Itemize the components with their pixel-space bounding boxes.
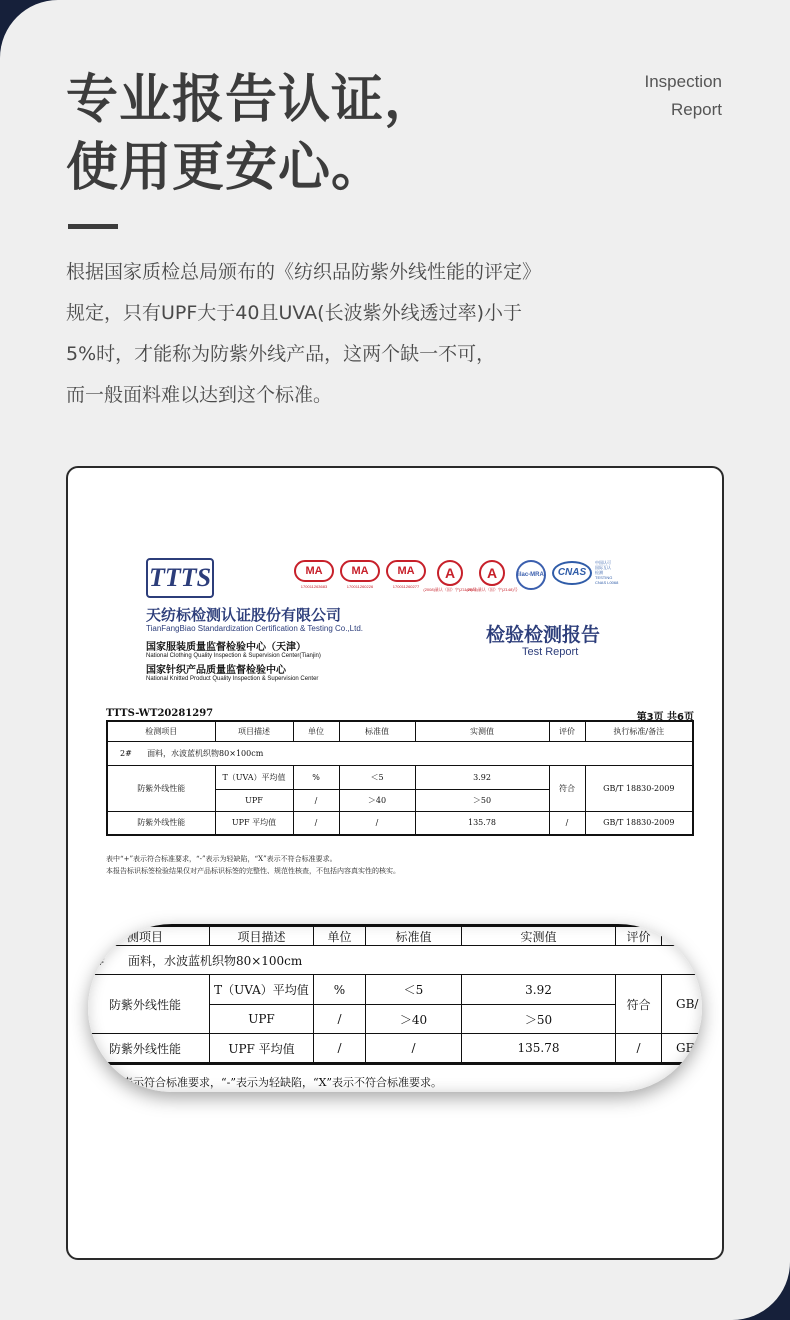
table-cell: 防紫外线性能: [88, 975, 210, 1034]
cnas-mark-icon: [552, 560, 618, 585]
table-cell: 防紫外线性能: [88, 1034, 210, 1064]
cma-no-3: 170011260277: [392, 584, 420, 589]
table-cell: %: [314, 975, 366, 1005]
table-cell: UPF: [210, 1005, 314, 1034]
table-cell: %: [293, 765, 339, 789]
intro-line-3: 5%时，才能称为防紫外线产品，这两个缺一不可，: [66, 343, 496, 365]
cnas-text: [595, 560, 618, 585]
table-header: 检测项目: [107, 721, 215, 741]
table-cell: T（UVA）平均值: [210, 975, 314, 1005]
table-cell: ＜5: [366, 975, 462, 1005]
english-tag-line-1: Inspection: [644, 72, 722, 91]
sample-row: [107, 741, 693, 765]
footnote-2: 本报告标识标签检验结果仅对产品标识标签的完整性、规范性核查，不包括内容真实性的核实。: [106, 867, 400, 875]
intro-line-1: 根据国家质检总局颁布的《纺织品防紫外线性能的评定》: [66, 261, 542, 283]
table-cell: /: [314, 1034, 366, 1064]
table-header: 测项目: [88, 926, 210, 946]
sample-description: 面料，水波蓝机织物80×100cm: [127, 953, 303, 968]
cal-mark-icon: [466, 560, 518, 593]
table-cell: GB/T 18830-2009: [585, 765, 693, 811]
table-header: 标准值: [339, 721, 415, 741]
footnote-1: 表中“+”表示符合标准要求，“-”表示为轻缺陷，“X”表示不符合标准要求。: [106, 855, 337, 863]
cal-no-2: (2008)量认（国）字(Z148)号: [466, 587, 518, 592]
magnified-footnote: 表示符合标准要求，“-”表示为轻缺陷，“X”表示不符合标准要求。: [122, 1076, 443, 1089]
report-number: TTTS-WT20281297: [106, 708, 214, 719]
cal-mark-1: A: [437, 560, 463, 586]
cma-no-2: 170011260226: [346, 584, 374, 589]
accent-divider: [68, 224, 118, 229]
cal-mark-icon: [423, 560, 477, 593]
sample-row: [88, 946, 702, 975]
intro-line-4: 而一般面料难以达到这个标准。: [66, 384, 333, 406]
company-name-en: TianFangBiao Standardization Certification & Testing Co.,Ltd.: [146, 624, 364, 633]
sample-description: 面料，水波蓝机织物80×100cm: [147, 748, 264, 758]
table-cell: 防紫外线性能: [107, 811, 215, 835]
cma-mark-3: MA: [386, 560, 426, 582]
headline-line-2: 使用更安心。: [66, 138, 385, 198]
english-tag-line-2: Report: [670, 100, 722, 119]
table-header-row: [88, 926, 702, 946]
table-row: [88, 1034, 702, 1064]
cma-no-1: 170011263683: [300, 584, 328, 589]
table-cell: 防紫外线性能: [107, 765, 215, 811]
intro-paragraph: [66, 252, 686, 416]
table-header: 项目描述: [215, 721, 293, 741]
table-header: 评价: [616, 926, 662, 946]
cma-mark-icon: [340, 560, 380, 589]
table-header: 项目描述: [210, 926, 314, 946]
table-cell: /: [366, 1034, 462, 1064]
table-header: 单位: [293, 721, 339, 741]
report-title-en: Test Report: [522, 646, 579, 658]
cma-mark-icon: [386, 560, 426, 589]
table-cell: GF: [662, 1034, 703, 1064]
table-cell: GB/: [662, 975, 703, 1034]
table-header: 执行标准/备注: [585, 721, 693, 741]
report-card: [66, 466, 724, 1260]
table-cell: UPF 平均值: [215, 811, 293, 835]
cal-mark-2: A: [479, 560, 505, 586]
table-cell: T（UVA）平均值: [215, 765, 293, 789]
center-1-cn: 国家服装质量监督检验中心（天津）: [146, 642, 306, 653]
cnas-text-1: 中国认可: [595, 560, 611, 565]
sample-cell: [107, 741, 693, 765]
table-row: [107, 811, 693, 835]
report-title-cn: 检验检测报告: [486, 624, 601, 646]
table-cell: GB/T 18830-2009: [585, 811, 693, 835]
table-header: 单位: [314, 926, 366, 946]
table-cell: UPF 平均值: [210, 1034, 314, 1064]
cma-mark-icon: [294, 560, 334, 589]
table-cell: /: [616, 1034, 662, 1064]
table-cell: ＞40: [366, 1005, 462, 1034]
company-name-cn: 天纺标检测认证股份有限公司: [146, 606, 342, 624]
magnified-table: [88, 924, 702, 1065]
cnas-text-5: CNAS L0068: [595, 580, 619, 585]
results-table: [106, 720, 694, 836]
table-header: 实测值: [415, 721, 549, 741]
center-1-en: National Clothing Quality Inspection & Supervision Center(Tianjin): [146, 653, 321, 659]
sample-cell: [88, 946, 702, 975]
table-row: [107, 765, 693, 789]
cnas-text-2: 国际互认: [595, 565, 611, 570]
intro-line-2: 规定，只有UPF大于40且UVA(长波紫外线透过率)小于: [66, 302, 522, 324]
cnas-text-3: 检测: [595, 570, 603, 575]
table-cell: /: [339, 811, 415, 835]
page-indicator: 第3页 共6页: [636, 712, 694, 723]
table-cell: 135.78: [462, 1034, 616, 1064]
ttts-logo: TTTS: [146, 558, 214, 598]
table-cell: UPF: [215, 789, 293, 811]
table-cell: 3.92: [462, 975, 616, 1005]
english-tag: [645, 68, 723, 124]
cma-mark-2: MA: [340, 560, 380, 582]
cma-mark-1: MA: [294, 560, 334, 582]
cal-no-1: (2008)量认（国）字(Z1149)号: [423, 587, 477, 592]
table-cell: /: [549, 811, 585, 835]
table-row: [88, 975, 702, 1005]
certification-marks: [294, 560, 618, 596]
table-header: 评价: [549, 721, 585, 741]
table-header-row: [107, 721, 693, 741]
cnas-text-4: TESTING: [595, 575, 613, 580]
table-header: [662, 926, 703, 946]
magnifier-lens: [88, 924, 702, 1092]
table-cell: 符合: [549, 765, 585, 811]
cnas-mark: CNAS: [552, 561, 592, 585]
table-cell: 3.92: [415, 765, 549, 789]
table-cell: /: [293, 811, 339, 835]
center-2-en: National Knitted Product Quality Inspection & Supervision Center: [146, 676, 319, 682]
headline-line-1: 专业报告认证，: [66, 70, 438, 130]
table-cell: ＞50: [462, 1005, 616, 1034]
sample-number: 2#: [120, 748, 132, 758]
ilac-mra-icon: ilac-MRA: [516, 560, 546, 590]
center-2-cn: 国家针织产品质量监督检验中心: [146, 665, 286, 676]
table-header: 实测值: [462, 926, 616, 946]
table-header: 标准值: [366, 926, 462, 946]
table-cell: /: [314, 1005, 366, 1034]
table-cell: 135.78: [415, 811, 549, 835]
table-cell: ＞50: [415, 789, 549, 811]
table-cell: 符合: [616, 975, 662, 1034]
table-cell: /: [293, 789, 339, 811]
table-cell: ＞40: [339, 789, 415, 811]
headline: [66, 66, 437, 202]
sample-number: #: [95, 953, 106, 968]
table-cell: ＜5: [339, 765, 415, 789]
